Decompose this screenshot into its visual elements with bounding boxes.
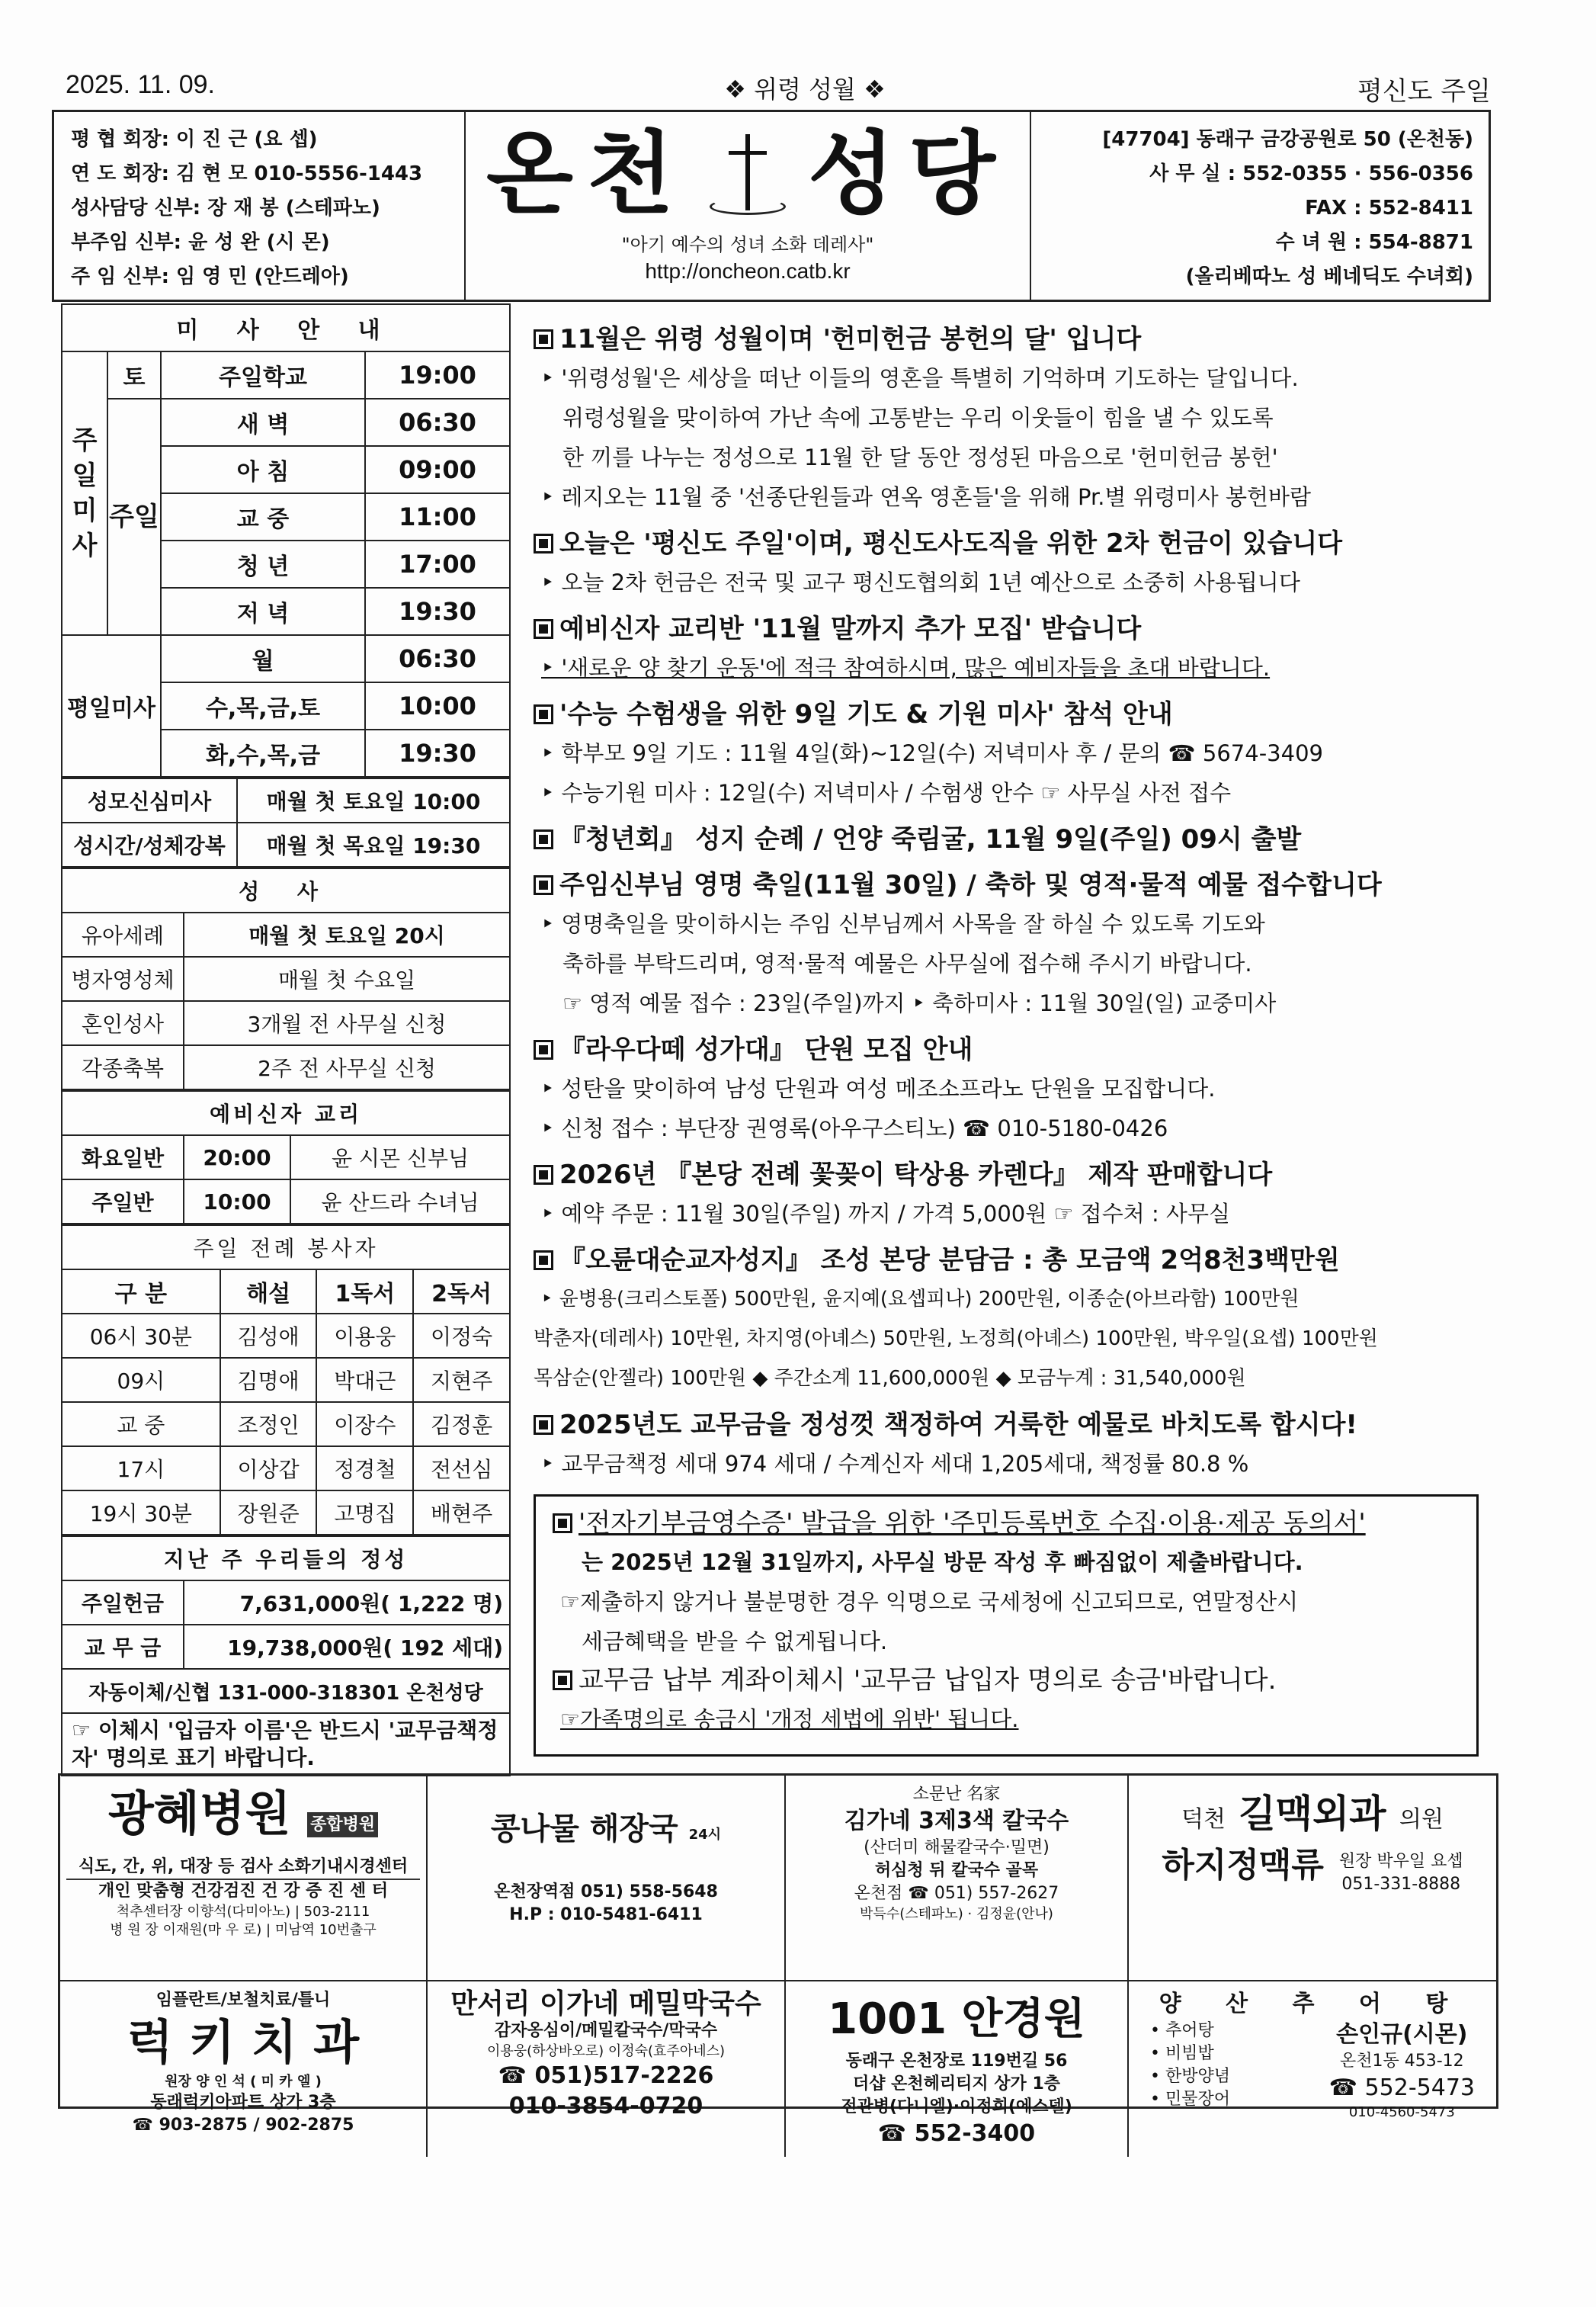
notice-line: ☞제출하지 않거나 불분명한 경우 익명으로 국세청에 신고되므로, 연말정산시 <box>560 1589 1299 1615</box>
notice-title: 11월은 위령 성월이며 '헌미헌금 봉헌의 달' 입니다 <box>559 324 1142 355</box>
ad-name: 광혜병원 종합병원 <box>66 1783 420 1856</box>
notice-line: ‣ 신청 접수 : 부단장 권영록(아우구스티노) ☎ 010-5180-0426 <box>541 1115 1168 1141</box>
offering-table <box>61 1535 511 1776</box>
mass-time: 19:30 <box>365 588 510 635</box>
staff-row: 연 도 회장: 김 현 모 010-5556-1443 <box>71 162 423 185</box>
mass-name: 주일학교 <box>161 351 365 399</box>
bullet-square-icon <box>534 534 553 553</box>
ad-line: (산더미 해물칼국수·밀면) <box>864 1838 1050 1857</box>
special-mass-value: 매월 첫 목요일 19:30 <box>237 823 510 867</box>
ad-kalguksu <box>786 1776 1129 1981</box>
mass-name: 새 벽 <box>161 399 365 446</box>
bullet-square-icon <box>534 619 553 639</box>
table-row <box>62 1402 510 1446</box>
notice-line: 박춘자(데레사) 10만원, 차지영(아녜스) 50만원, 노정희(아녜스) 100만원, 박우일(요셉) 100만원 <box>534 1327 1378 1350</box>
ad-badge: 종합병원 <box>307 1812 378 1837</box>
ad-buckwheat-noodle <box>428 1981 786 2157</box>
title-right: 성당 <box>808 121 1009 226</box>
menu-item: • 한방양념 <box>1150 2067 1230 2086</box>
liturgy-servers-table <box>61 1224 511 1535</box>
offering-value: 19,738,000원( 192 세대) <box>184 1625 510 1669</box>
left-column <box>61 303 511 1776</box>
sacraments-table <box>61 868 511 1090</box>
mass-time: 11:00 <box>365 493 510 541</box>
ad-1001-optical <box>786 1981 1129 2157</box>
notice-line: ‣ 교무금책정 세대 974 세대 / 수계신자 세대 1,205세대, 책정률 80.8 % <box>541 1451 1249 1477</box>
ad-line: ☎ 903-2875 / 902-2875 <box>132 2116 354 2135</box>
cell: 배현주 <box>413 1490 510 1535</box>
title-left: 온천 <box>486 121 687 226</box>
notice-title: 2025년도 교무금을 정성껏 책정하여 거룩한 예물로 바치도록 합시다! <box>559 1410 1357 1440</box>
sacraments-title: 성 사 <box>62 868 510 913</box>
menu-item: • 비빔밥 <box>1150 2044 1214 2063</box>
notice-item <box>534 866 1524 1023</box>
ad-line: 전관병(다니엘)·이정희(에스델) <box>841 2097 1072 2116</box>
notice-line: ☞가족명의로 송금시 '개정 세법에 위반' 됩니다. <box>560 1706 1019 1732</box>
ad-line: 이용웅(하상바오로) 이정숙(효주아네스) <box>486 2043 726 2059</box>
mass-time: 09:00 <box>365 446 510 493</box>
menu-item: • 추어탕 <box>1150 2021 1214 2040</box>
notice-title: 주임신부님 영명 축일(11월 30일) / 축하 및 영적·물적 예물 접수합니다 <box>559 870 1382 900</box>
notice-title: '수능 수험생을 위한 9일 기도 & 기원 미사' 참석 안내 <box>559 699 1173 730</box>
ad-line: ☎ 051)517-2226 <box>498 2062 714 2089</box>
contact-row: 사 무 실 : 552-0355 · 556-0356 <box>1149 162 1473 185</box>
ad-bean-sprout-soup <box>428 1776 786 1981</box>
ad-line: 온천장역점 051) 558-5648 <box>494 1882 718 1901</box>
notice-title: 『오륜대순교자성지』 조성 본당 분담금 : 총 모금액 2억8천3백만원 <box>559 1245 1340 1275</box>
notice-line: ‣ 학부모 9일 기도 : 11월 4일(화)~12일(수) 저녁미사 후 / 문의 ☎ 5674-3409 <box>541 740 1323 766</box>
advertisements-grid <box>58 1773 1498 2147</box>
church-title <box>466 117 1030 231</box>
ad-line: 원장 박우일 요셉 <box>1338 1852 1463 1871</box>
contact-row: [47704] 동래구 금강공원로 50 (온천동) <box>1102 128 1473 151</box>
notice-line: ‣ 영명축일을 맞이하시는 주임 신부님께서 사목을 잘 하실 수 있도록 기도와 <box>541 911 1265 937</box>
sacrament-label: 유아세례 <box>62 913 184 957</box>
mass-time: 06:30 <box>365 635 510 682</box>
column-header: 해설 <box>220 1269 317 1314</box>
mass-time: 06:30 <box>365 399 510 446</box>
notice-line: 교무금 납부 계좌이체시 '교무금 납입자 명의로 송금'바랍니다. <box>578 1665 1277 1696</box>
sacrament-value: 3개월 전 사무실 신청 <box>184 1001 510 1045</box>
notice-title: 오늘은 '평신도 주일'이며, 평신도사도직을 위한 2차 헌금이 있습니다 <box>559 528 1343 559</box>
ad-gwanghye-hospital <box>60 1776 428 1981</box>
sacrament-label: 혼인성사 <box>62 1001 184 1045</box>
class-teacher: 윤 산드라 수녀님 <box>290 1179 510 1224</box>
sunday-label: 주일 <box>107 399 161 635</box>
special-mass-value: 매월 첫 토요일 10:00 <box>237 778 510 823</box>
cell: 조정인 <box>220 1402 317 1446</box>
cell: 이장수 <box>316 1402 413 1446</box>
notice-title: 『청년회』 성지 순례 / 언양 죽림굴, 11월 9일(주일) 09시 출발 <box>559 824 1302 855</box>
bullet-square-icon <box>534 1250 553 1270</box>
notice-item <box>534 320 1524 517</box>
notice-line: ‣ 예약 주문 : 11월 30일(주일) 까지 / 가격 5,000원 ☞ 접수처 : 사무실 <box>541 1201 1230 1227</box>
mass-name: 화,수,목,금 <box>161 730 365 777</box>
notices-column <box>534 320 1524 1757</box>
ad-line: 원장 양 인 석 ( 미 카 엘 ) <box>165 2074 322 2090</box>
offering-label: 주일헌금 <box>62 1580 184 1625</box>
notice-item <box>534 820 1524 858</box>
notice-item <box>534 695 1524 813</box>
cell: 고명집 <box>316 1490 413 1535</box>
cell: 09시 <box>62 1358 220 1402</box>
notice-line: ‣ 성탄을 맞이하여 남성 단원과 여성 메조소프라노 단원을 모집합니다. <box>541 1076 1216 1102</box>
ad-lucky-dental <box>60 1981 428 2157</box>
masthead <box>52 110 1491 302</box>
contact-info <box>1031 112 1489 300</box>
staff-row: 평 협 회장: 이 진 근 (요 셉) <box>71 128 318 151</box>
class-teacher: 윤 시몬 신부님 <box>290 1135 510 1179</box>
mass-name: 아 침 <box>161 446 365 493</box>
contact-row: FAX : 552-8411 <box>1305 197 1473 220</box>
bulletin-date: 2025. 11. 09. <box>66 70 215 99</box>
notice-line: '전자기부금영수증' 발급을 위한 '주민등록번호 수집·이용·제공 동의서' <box>578 1508 1366 1539</box>
ad-line: 식도, 간, 위, 대장 등 검사 소화기내시경센터 <box>78 1857 409 1876</box>
notice-item <box>534 525 1524 602</box>
ad-line: 동래럭키아파트 상가 3층 <box>150 2093 336 2112</box>
notice-line: ‣ 윤병용(크리스토폴) 500만원, 윤지예(요셉피나) 200만원, 이종순(아브라함) 100만원 <box>541 1288 1300 1311</box>
bullet-square-icon <box>534 875 553 895</box>
ad-line: 병 원 장 이재원(마 우 로) | 미남역 10번출구 <box>110 1922 377 1938</box>
notice-line: ‣ 오늘 2차 헌금은 전국 및 교구 평신도협의회 1년 예산으로 소중히 사용됩니다 <box>541 570 1300 595</box>
sacrament-value: 매월 첫 수요일 <box>184 957 510 1001</box>
ad-line: H.P : 010-5481-6411 <box>509 1905 703 1924</box>
website-link[interactable]: http://oncheon.catb.kr <box>645 259 851 283</box>
ad-line: 온천1동 453-12 <box>1339 2052 1464 2071</box>
notice-line: 세금혜택을 받을 수 없게됩니다. <box>582 1628 888 1654</box>
mass-time: 10:00 <box>365 682 510 730</box>
notice-line: 한 끼를 나누는 정성으로 11월 한 달 동안 정성된 마음으로 '헌미헌금 봉헌' <box>562 444 1278 470</box>
special-mass-table <box>61 778 511 868</box>
notice-line: ‣ 레지오는 11월 중 '선종단원들과 연옥 영혼들'을 위해 Pr.별 위령미사 봉헌바람 <box>541 484 1311 510</box>
ad-line: 허심청 뒤 칼국수 골목 <box>874 1861 1039 1880</box>
column-header: 1독서 <box>316 1269 413 1314</box>
ad-line: 척추센터장 이향석(다미아노) | 503-2111 <box>116 1904 370 1920</box>
ad-line: ☎ 552-3400 <box>877 2120 1036 2147</box>
class-label: 화요일반 <box>62 1135 184 1179</box>
column-header: 2독서 <box>413 1269 510 1314</box>
table-row <box>62 1446 510 1490</box>
cell: 김정훈 <box>413 1402 510 1446</box>
staff-row: 부주임 신부: 윤 성 완 (시 몬) <box>71 231 330 254</box>
staff-list <box>54 112 466 300</box>
notice-item <box>534 1156 1524 1234</box>
notice-line: ☞ 영적 예물 접수 : 23일(주일)까지 ‣ 축하미사 : 11월 30일(일) 교중미사 <box>562 990 1277 1016</box>
notice-title: 2026년 『본당 전례 꽃꽂이 탁상용 카렌다』 제작 판매합니다 <box>559 1160 1273 1190</box>
ad-line: 개인 맞춤형 건강검진 건 강 증 진 센 터 <box>66 1879 420 1903</box>
class-time: 10:00 <box>184 1179 290 1224</box>
sacrament-label: 병자영성체 <box>62 957 184 1001</box>
notice-item <box>534 1031 1524 1148</box>
menu-item: • 민물장어 <box>1150 2090 1230 2109</box>
cell: 김성애 <box>220 1314 317 1358</box>
cell: 정경철 <box>316 1446 413 1490</box>
notice-item <box>534 610 1524 688</box>
column-header: 구 분 <box>62 1269 220 1314</box>
mass-time: 19:30 <box>365 730 510 777</box>
cell: 장원준 <box>220 1490 317 1535</box>
patron-motto: "아기 예수의 성녀 소화 데레사" <box>621 234 874 255</box>
table-row <box>62 1490 510 1535</box>
notice-line: 위령성월을 맞이하여 가난 속에 고통받는 우리 이웃들이 힘을 낼 수 있도록 <box>562 405 1274 431</box>
mass-time: 19:00 <box>365 351 510 399</box>
bullet-square-icon <box>534 1165 553 1185</box>
liturgical-season: ❖ 위령 성월 ❖ <box>724 75 886 104</box>
mass-name: 수,목,금,토 <box>161 682 365 730</box>
mass-schedule-table <box>61 303 511 778</box>
bank-account: 자동이체/신협 131-000-318301 온천성당 <box>62 1669 510 1713</box>
cell: 이정숙 <box>413 1314 510 1358</box>
notice-line: 축하를 부탁드리며, 영적·물적 예물은 사무실에 접수해 주시기 바랍니다. <box>562 951 1252 977</box>
cell: 이상갑 <box>220 1446 317 1490</box>
notice-title: 『라우다떼 성가대』 단원 모집 안내 <box>559 1035 973 1065</box>
ad-name: 양 산 추 어 탕 <box>1159 1991 1466 2017</box>
ad-name: 럭 키 치 과 <box>127 2014 360 2070</box>
notice-item <box>534 1241 1524 1398</box>
bullet-square-icon <box>534 329 553 349</box>
ad-name: 콩나물 해장국 24시 <box>490 1811 722 1847</box>
top-line <box>66 70 1491 107</box>
ad-line: 더샵 온천헤리티지 상가 1층 <box>852 2074 1061 2094</box>
ad-owner: 손인규(시몬) <box>1336 2021 1468 2048</box>
ad-name: 만서리 이가네 메밀막국수 <box>450 1988 761 2020</box>
ad-name: 김가네 3제3색 칼국수 <box>844 1808 1069 1834</box>
sunday-mass-label: 주일미사 <box>62 351 107 635</box>
saturday-label: 토 <box>107 351 161 399</box>
class-label: 주일반 <box>62 1179 184 1224</box>
mass-name: 저 녁 <box>161 588 365 635</box>
ad-name: 덕천 길맥외과 의원 <box>1181 1792 1444 1836</box>
table-row <box>62 1358 510 1402</box>
cell: 06시 30분 <box>62 1314 220 1358</box>
table-row <box>62 1314 510 1358</box>
transfer-note: ☞ 이체시 '입금자 이름'은 반드시 '교무금책정자' 명의로 표기 바랍니다. <box>62 1713 510 1776</box>
sacrament-value: 매월 첫 토요일 20시 <box>184 913 510 957</box>
ad-top: 소문난 名家 <box>912 1785 1001 1804</box>
bullet-square-icon <box>534 1040 553 1060</box>
catechism-table <box>61 1090 511 1224</box>
sacrament-label: 각종축복 <box>62 1045 184 1089</box>
ad-line: 박득수(스테파노) · 김정윤(안나) <box>860 1906 1053 1922</box>
ad-line: 동래구 온천장로 119번길 56 <box>845 2052 1068 2071</box>
cell: 이용웅 <box>316 1314 413 1358</box>
cell: 전선심 <box>413 1446 510 1490</box>
ad-line: 051-331-8888 <box>1341 1875 1461 1894</box>
cell: 교 중 <box>62 1402 220 1446</box>
ad-line: 온천점 ☎ 051) 557-2627 <box>854 1884 1059 1903</box>
special-mass-label: 성시간/성체강복 <box>62 823 237 867</box>
ad-line: ☎ 552-5473 <box>1328 2074 1475 2101</box>
mass-name: 교 중 <box>161 493 365 541</box>
sacrament-value: 2주 전 사무실 신청 <box>184 1045 510 1089</box>
staff-row: 성사담당 신부: 장 재 봉 (스테파노) <box>71 197 380 220</box>
weekday-mass-label: 평일미사 <box>62 635 161 777</box>
notice-line: ‣ '위령성월'은 세상을 떠난 이들의 영혼을 특별히 기억하며 기도하는 달입니다. <box>541 365 1299 391</box>
contact-row: 수 녀 원 : 554-8871 <box>1275 231 1473 254</box>
notice-line: ‣ 수능기원 미사 : 12일(수) 저녁미사 / 수험생 안수 ☞ 사무실 사전 접수 <box>541 780 1232 806</box>
church-title-block <box>466 112 1031 300</box>
notice-item <box>534 1406 1524 1484</box>
cell: 19시 30분 <box>62 1490 220 1535</box>
bullet-square-icon <box>534 1415 553 1435</box>
ad-name: 1001 안경원 <box>828 1994 1085 2044</box>
ad-top: 임플란트/보철치료/틀니 <box>155 1991 331 2010</box>
offering-label: 교 무 금 <box>62 1625 184 1669</box>
mass-time: 17:00 <box>365 541 510 588</box>
offering-title: 지난 주 우리들의 정성 <box>62 1536 510 1580</box>
class-time: 20:00 <box>184 1135 290 1179</box>
bullet-square-icon <box>534 829 553 849</box>
staff-row: 주 임 신부: 임 영 민 (안드레아) <box>71 265 349 288</box>
ad-gilmaek-surgery <box>1129 1776 1496 1981</box>
mass-name: 월 <box>161 635 365 682</box>
notice-line: ‣ '새로운 양 찾기 운동'에 적극 참여하시며, 많은 예비자들을 초대 바랍니다. <box>541 655 1271 681</box>
cell: 17시 <box>62 1446 220 1490</box>
notice-title: 예비신자 교리반 '11월 말까지 추가 모집' 받습니다 <box>559 614 1142 644</box>
ad-line: 감자옹심이/메밀칼국수/막국수 <box>494 2021 718 2040</box>
mass-schedule-title: 미 사 안 내 <box>62 304 510 351</box>
special-mass-label: 성모신심미사 <box>62 778 237 823</box>
bullet-square-icon <box>553 1513 572 1533</box>
ad-sub: 하지정맥류 <box>1162 1846 1324 1885</box>
mass-name: 청 년 <box>161 541 365 588</box>
ad-line: 010-4560-5473 <box>1348 2104 1455 2120</box>
offering-value: 7,631,000원( 1,222 명) <box>184 1580 510 1625</box>
cell: 김명애 <box>220 1358 317 1402</box>
servers-title: 주일 전례 봉사자 <box>62 1225 510 1269</box>
contact-row: (올리베따노 성 베네딕도 수녀회) <box>1185 265 1473 288</box>
ad-line: 010-3854-0720 <box>508 2093 703 2119</box>
cell: 지현주 <box>413 1358 510 1402</box>
notice-line: 목삼순(안젤라) 100만원 ◆ 주간소계 11,600,000원 ◆ 모금누계 : 31,540,000원 <box>534 1367 1246 1390</box>
bullet-square-icon <box>553 1670 572 1690</box>
cell: 박대근 <box>316 1358 413 1402</box>
catechism-title: 예비신자 교리 <box>62 1091 510 1135</box>
cross-logo-icon <box>706 128 790 220</box>
ad-yangsan-chueotang <box>1129 1981 1496 2157</box>
bullet-square-icon <box>534 704 553 724</box>
sunday-name: 평신도 주일 <box>1357 76 1491 107</box>
donation-receipt-notice-box <box>534 1494 1479 1757</box>
notice-line: 는 2025년 12월 31일까지, 사무실 방문 작성 후 빠짐없이 제출바랍니다. <box>582 1549 1303 1575</box>
